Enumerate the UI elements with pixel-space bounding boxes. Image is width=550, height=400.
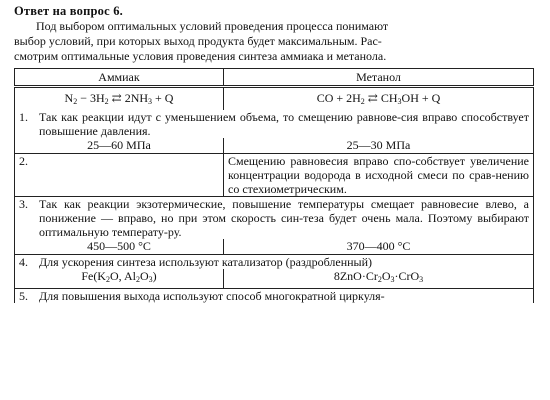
row-2-ammonia-cell (15, 154, 224, 197)
header-methanol: Метанол (224, 69, 534, 87)
equation-row (15, 87, 534, 111)
row-5-text-cell (15, 289, 534, 304)
table-header-row (15, 69, 534, 87)
intro-line-1: Под выбором оптимальных условий проведения процесса понимают (36, 19, 389, 33)
row-3-value-methanol: 370—400 °С (224, 239, 534, 255)
row-4-description: Для ускорения синтеза используют катализатор (раздробленный) (39, 255, 373, 269)
row-5-text (15, 289, 534, 304)
row-1-values (15, 138, 534, 154)
row-4-catalyst-ammonia: $Fe(K_2O$, $Al_2O_3$) (15, 269, 224, 289)
row-1-text-cell (15, 110, 534, 138)
row-4-text-cell (15, 255, 534, 270)
header-ammonia: Аммиак (15, 69, 224, 87)
row-3-description: Так как реакции экзотермические, повышение температуры смещает равновесие влево, а понижение — вправо, но при этом скорость син-теза будет очень мала. Поэтому выбирают оптимальную температу-ру. (39, 197, 529, 239)
row-5-description: Для повышения выхода используют способ многократной циркуля- (39, 289, 385, 303)
row-3-text-cell (15, 197, 534, 240)
row-2-number: 2. (19, 154, 28, 168)
row-3-text (15, 197, 534, 240)
answer-title: Ответ на вопрос 6. (14, 4, 123, 18)
row-2-methanol-text: Смещению равновесия вправо спо-собствует увеличение концентрации водорода в исходной смеси по срав-нению со стехиометрическим. (224, 154, 534, 197)
row-1-value-ammonia: 25—60 МПа (15, 138, 224, 154)
row-3-values (15, 239, 534, 255)
row-4-number: 4. (19, 255, 28, 269)
equation-ammonia: $N_2 - 3H_2$ ⇄ $2NH_3 + Q$ (15, 87, 224, 111)
row-2 (15, 154, 534, 197)
row-3-value-ammonia: 450—500 °С (15, 239, 224, 255)
row-1-value-methanol: 25—30 МПа (224, 138, 534, 154)
row-4-text (15, 255, 534, 270)
intro-line-2: выбор условий, при которых выход продукта будет максимальным. Рас- (14, 34, 382, 48)
row-4-values (15, 269, 534, 289)
row-5-number: 5. (19, 289, 28, 303)
row-3-number: 3. (19, 197, 28, 211)
intro-line-3: смотрим оптимальные условия проведения синтеза аммиака и метанола. (14, 49, 387, 63)
equation-methanol: CO + $2H_2$ ⇄ $CH_3OH + Q$ (224, 87, 534, 111)
intro-paragraph (14, 19, 528, 64)
row-1-description: Так как реакции идут с уменьшением объема, то смещению равнове-сия вправо способствует повышение давления. (39, 110, 529, 138)
conditions-table (14, 68, 534, 303)
row-1-number: 1. (19, 110, 28, 124)
row-4-catalyst-methanol: $8ZnO\cdot Cr_2O_3\cdot CrO_3$ (224, 269, 534, 289)
row-1-text (15, 110, 534, 138)
